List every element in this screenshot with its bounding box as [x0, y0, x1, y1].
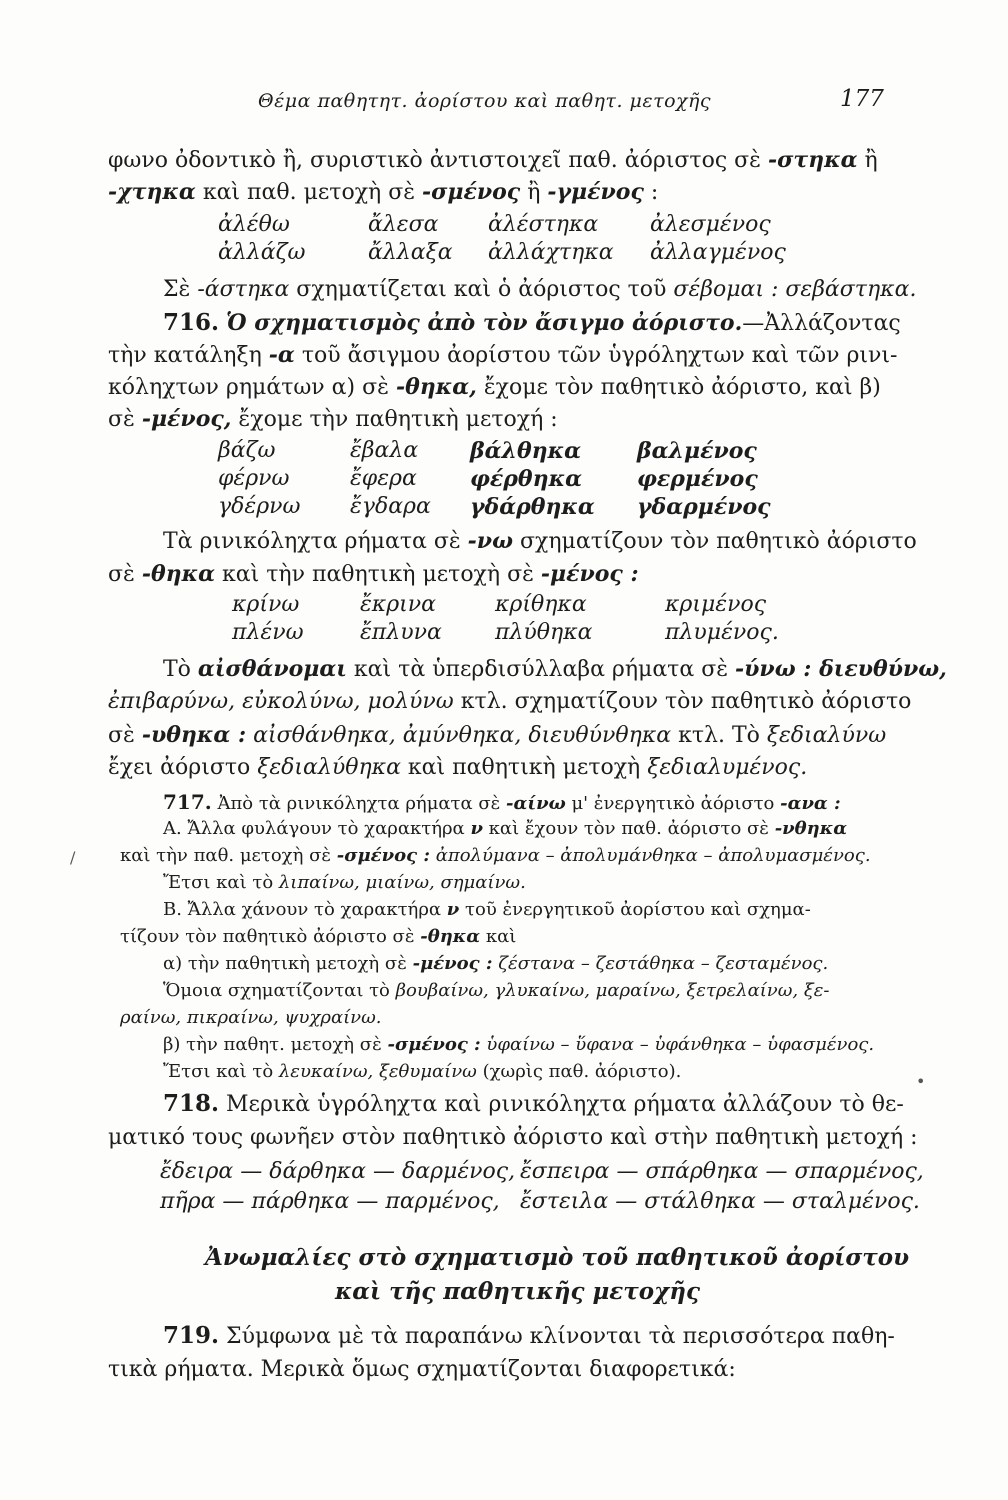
s717-line-6: τίζουν τὸν παθητικὸ ἀόριστο σὲ -θηκα καὶ: [120, 926, 517, 947]
page-number: 177: [840, 86, 884, 112]
table3-cell: πλένω: [232, 620, 304, 645]
table2-cell: φερμένος: [637, 466, 758, 492]
s717-line-4: Ἔτσι καὶ τὸ λιπαίνω, μιαίνω, σημαίνω.: [163, 872, 526, 893]
running-header: Θέμα παθητητ. ἀορίστου καὶ παθητ. μετοχῆς: [258, 90, 712, 112]
table2-cell: φέρθηκα: [470, 466, 582, 492]
s718-example: ἔστειλα — στάλθηκα — σταλμένος.: [520, 1189, 920, 1214]
s716-line-4: σὲ -μένος, ἔχομε τὴν παθητικὴ μετοχή :: [108, 406, 558, 432]
table2-cell: ἔγδαρα: [350, 494, 431, 519]
s717-line-10: β) τὴν παθητ. μετοχὴ σὲ -σμένος : ὑφαίνω – ὕφανα – ὑφάνθηκα – ὑφασμένος.: [163, 1034, 875, 1055]
table1-cell: ἀλέθω: [218, 212, 290, 237]
table1-cell: ἀλέστηκα: [488, 212, 599, 237]
table1-cell: ἀλλάχτηκα: [488, 240, 614, 265]
table3-cell: ἔκρινα: [360, 592, 437, 617]
margin-mark: •: [916, 1072, 926, 1091]
intro-line-1: φωνο ὀδοντικὸ ἢ, συριστικὸ ἀντιστοιχεῖ παθ. ἀόριστος σὲ -στηκα ἢ: [108, 147, 878, 173]
table3-cell: κρίνω: [232, 592, 300, 617]
para3-line-3: σὲ -υθηκα : αἰσθάνθηκα, ἀμύνθηκα, διευθύνθηκα κτλ. Τὸ ξεδιαλύνω: [108, 722, 887, 748]
table2-cell: γδάρθηκα: [470, 494, 595, 520]
table2-cell: βάζω: [218, 438, 276, 463]
table2-cell: βαλμένος: [637, 438, 757, 464]
table3-cell: πλύθηκα: [495, 620, 593, 645]
s719-line-1: 719. Σύμφωνα μὲ τὰ παραπάνω κλίνονται τὰ περισσότερα παθη-: [163, 1322, 895, 1349]
table2-cell: γδαρμένος: [637, 494, 771, 520]
table1-cell: ἄλεσα: [368, 212, 439, 237]
table2-cell: ἔφερα: [350, 466, 417, 491]
section-title-line-2: καὶ τῆς παθητικῆς μετοχῆς: [335, 1278, 700, 1305]
s716-line-3: κόληχτων ρημάτων α) σὲ -θηκα, ἔχομε τὸν παθητικὸ ἀόριστο, καὶ β): [108, 374, 881, 400]
margin-mark: /: [70, 848, 76, 867]
note-line: Σὲ -άστηκα σχηματίζεται καὶ ὁ ἀόριστος τοῦ σέβομαι : σεβάστηκα.: [163, 277, 917, 302]
table1-cell: ἀλλάζω: [218, 240, 306, 265]
table2-cell: βάλθηκα: [470, 438, 582, 464]
table3-cell: κρίθηκα: [495, 592, 587, 617]
s718-example: πῆρα — πάρθηκα — παρμένος,: [160, 1189, 500, 1214]
s718-example: ἔσπειρα — σπάρθηκα — σπαρμένος,: [520, 1159, 924, 1184]
section-title-line-1: Ἀνωμαλίες στὸ σχηματισμὸ τοῦ παθητικοῦ ἀορίστου: [205, 1244, 910, 1271]
s717-line-8: Ὅμοια σχηματίζονται τὸ βουβαίνω, γλυκαίνω, μαραίνω, ξετρελαίνω, ξε-: [163, 980, 830, 1001]
table3-cell: κριμένος: [665, 592, 767, 617]
section-716-heading: 716. Ὁ σχηματισμὸς ἀπὸ τὸν ἄσιγμο ἀόριστο.—Ἀλλάζοντας: [163, 309, 901, 336]
para2-line-2: σὲ -θηκα καὶ τὴν παθητικὴ μετοχὴ σὲ -μένος :: [108, 561, 639, 587]
s718-line-1: 718. Μερικὰ ὑγρόληχτα καὶ ρινικόληχτα ρήματα ἀλλάζουν τὸ θε-: [163, 1090, 904, 1117]
para2-line-1: Τὰ ρινικόληχτα ρήματα σὲ -νω σχηματίζουν τὸν παθητικὸ ἀόριστο: [163, 528, 917, 554]
s717-line-1: 717. Ἀπὸ τὰ ρινικόληχτα ρήματα σὲ -αίνω μ' ἐνεργητικὸ ἀόριστο -ανα :: [163, 790, 841, 814]
table1-cell: ἀλεσμένος: [650, 212, 771, 237]
para3-line-2: ἐπιβαρύνω, εὐκολύνω, μολύνω κτλ. σχηματίζουν τὸν παθητικὸ ἀόριστο: [108, 689, 912, 714]
s718-line-2: ματικό τους φωνῆεν στὸν παθητικὸ ἀόριστο καὶ στὴν παθητικὴ μετοχή :: [108, 1125, 918, 1150]
table2-cell: ἔβαλα: [350, 438, 419, 463]
table1-cell: ἀλλαγμένος: [650, 240, 786, 265]
s717-line-3: καὶ τὴν παθ. μετοχὴ σὲ -σμένος : ἀπολύμανα – ἀπολυμάνθηκα – ἀπολυμασμένος.: [120, 845, 871, 866]
s717-line-7: α) τὴν παθητικὴ μετοχὴ σὲ -μένος : ζέστανα – ζεστάθηκα – ζεσταμένος.: [163, 953, 829, 974]
intro-line-2: -χτηκα καὶ παθ. μετοχὴ σὲ -σμένος ἢ -γμένος :: [108, 179, 659, 205]
s717-line-11: Ἔτσι καὶ τὸ λευκαίνω, ξεθυμαίνω (χωρὶς παθ. ἀόριστο).: [163, 1061, 682, 1082]
table2-cell: γδέρνω: [218, 494, 301, 519]
table1-cell: ἄλλαξα: [368, 240, 453, 265]
para3-line-4: ἔχει ἀόριστο ξεδιαλύθηκα καὶ παθητικὴ μετοχὴ ξεδιαλυμένος.: [108, 755, 808, 780]
table3-cell: ἔπλυνα: [360, 620, 442, 645]
para3-line-1: Τὸ αἰσθάνομαι καὶ τὰ ὑπερδισύλλαβα ρήματα σὲ -ύνω : διευθύνω,: [163, 656, 947, 682]
table3-cell: πλυμένος.: [665, 620, 779, 645]
s717-line-2: Α. Ἄλλα φυλάγουν τὸ χαρακτήρα ν καὶ ἔχουν τὸν παθ. ἀόριστο σὲ -νθηκα: [163, 818, 848, 839]
s716-line-2: τὴν κατάληξη -α τοῦ ἄσιγμου ἀορίστου τῶν ὑγρόληχτων καὶ τῶν ρινι-: [108, 342, 898, 368]
s717-line-5: Β. Ἄλλα χάνουν τὸ χαρακτήρα ν τοῦ ἐνεργητικοῦ ἀορίστου καὶ σχημα-: [163, 899, 811, 920]
s717-line-9: ραίνω, πικραίνω, ψυχραίνω.: [120, 1007, 382, 1028]
s719-line-2: τικὰ ρήματα. Μερικὰ ὅμως σχηματίζονται διαφορετικά:: [108, 1357, 736, 1382]
s718-example: ἔδειρα — δάρθηκα — δαρμένος,: [160, 1159, 516, 1184]
table2-cell: φέρνω: [218, 466, 290, 491]
